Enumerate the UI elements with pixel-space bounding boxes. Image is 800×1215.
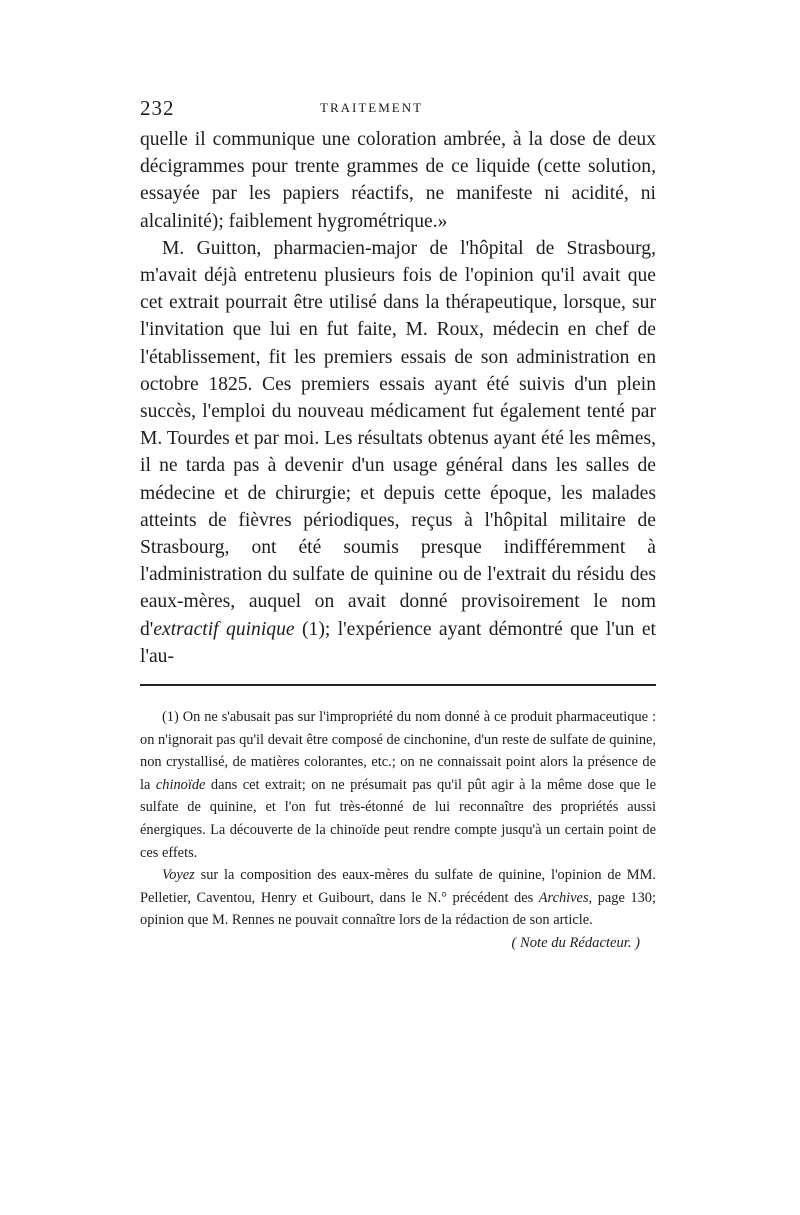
main-text [140,126,656,670]
italic-chinoide: chinoïde [155,776,206,793]
running-title: TRAITEMENT [320,100,424,115]
editor-note-credit: ( Note du Rédacteur. ) [511,935,640,951]
footnote-paragraph-1 [140,706,656,864]
paragraph-guitton [140,235,656,670]
footnote [140,706,656,955]
paragraph-continuation: quelle il communique une coloration ambrée, à la dose de deux décigrammes pour trente grammes de ce liquide (cette solution, essayée par les papiers réactifs, ne manifeste ni acidité, ni alcalinité); faiblement hygrométrique.» [140,129,656,232]
footnote-rule [140,684,656,686]
footnote-text: dans cet extrait; on ne présumait pas qu'il pût agir à la même dose que le sulfate de quinine, et l'on fut très-étonné de lui reconnaître des propriétés aussi énergiques. La découverte de la chinoïde peut rendre compte jusqu'à un certain point de ces effets. [140,776,656,861]
page-number: 232 [140,96,175,120]
footnote-text: (1) On ne s'abusait pas sur l'impropriété du nom donné à ce produit pharmaceutique : on n'ignorait pas qu'il devait être composé de cinchonine, d'un reste de sulfate de quinine, non crystallisé, de matières colorantes, etc.; on ne connaissait point alors la présence de la [140,709,656,793]
italic-term: extractif quinique [153,618,295,640]
paragraph-text-end: (1); l'expérience ayant démontré que l'un et l'au- [140,618,656,667]
footnote-text: sur la composition des eaux-mères du sulfate de quinine, l'opinion de MM. Pelletier, Caventou, Henry et Guibourt, dans le N.° précédent des [140,867,656,906]
paragraph-text: M. Guitton, pharmacien-major de l'hôpital de Strasbourg, m'avait déjà entretenu plusieurs fois de l'opinion qu'il avait que cet extrait pourrait être utilisé dans la thérapeutique, lorsque, sur l'invitation que lui en fut faite, M. Roux, médecin en chef de l'établissement, fit les premiers essais de son administration en octobre 1825. Ces premiers essais ayant été suivis d'un plein succès, l'emploi du nouveau médicament fut également tenté par M. Tourdes et par moi. Les résultats obtenus ayant été les mêmes, il ne tarda pas à devenir d'un usage général dans les salles de médecine et de chirurgie; et depuis cette époque, les malades atteints de fièvres périodiques, reçus à l'hôpital militaire de Strasbourg, ont été soumis presque indifféremment à l'administration du sulfate de quinine ou de l'extrait du résidu des eaux-mères, auquel on avait donné provisoirement le nom d' [140,237,656,640]
italic-archives: Archives [538,889,589,906]
footnote-paragraph-2 [140,864,656,932]
book-page [140,96,656,955]
footnote-text: , page 130; opinion que M. Rennes ne pouvait connaître lors de la rédaction de son article. [140,889,656,929]
running-head [140,96,656,126]
italic-voyez: Voyez [162,867,195,884]
